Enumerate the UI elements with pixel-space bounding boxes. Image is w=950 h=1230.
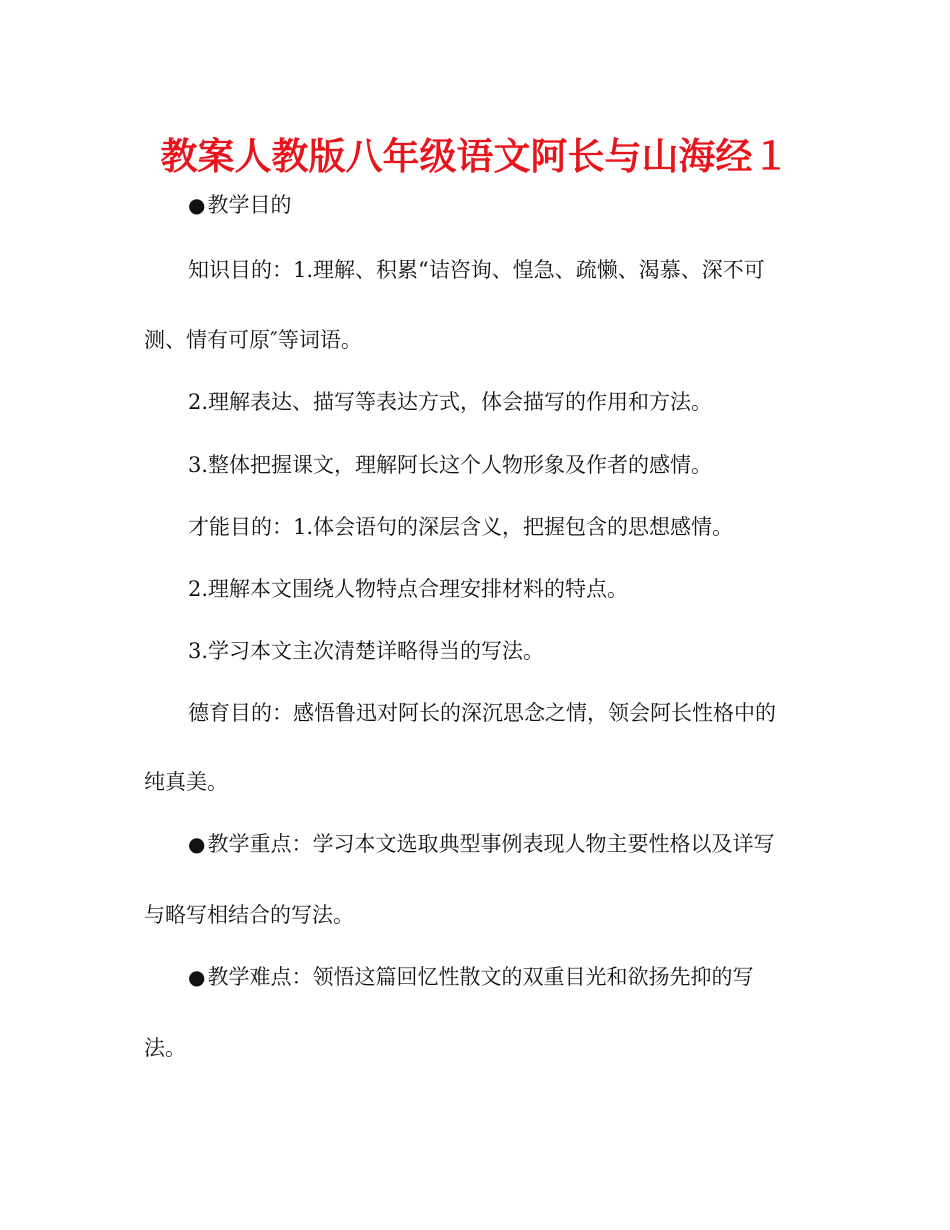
knowledge-goal-line-1: 知识目的：1.理解、积累“诘咨询、惶急、疏懒、渴慕、深不可 bbox=[188, 258, 765, 282]
ability-goal-line-1: 才能目的：1.体会语句的深层含义，把握包含的思想感情。 bbox=[188, 515, 734, 539]
knowledge-goal-line-3: 3.整体把握课文，理解阿长这个人物形象及作者的感情。 bbox=[188, 453, 713, 477]
bullet-icon: ● bbox=[188, 193, 206, 217]
key-point-line-continued: 与略写相结合的写法。 bbox=[144, 903, 354, 927]
ability-goal-line-2: 2.理解本文围绕人物特点合理安排材料的特点。 bbox=[188, 577, 629, 601]
knowledge-goal-line-1-continued: 测、情有可原″等词语。 bbox=[144, 328, 362, 352]
bullet-icon: ● bbox=[188, 832, 206, 856]
moral-goal-line: 德育目的：感悟鲁迅对阿长的深沉思念之情，领会阿长性格中的 bbox=[188, 701, 776, 725]
difficulty-line-continued: 法。 bbox=[144, 1036, 186, 1060]
page-title: 教案人教版八年级语文阿长与山海经１ bbox=[160, 135, 790, 178]
bullet-icon: ● bbox=[188, 965, 206, 989]
difficulty-line bbox=[188, 963, 753, 991]
difficulty-text: 教学难点：领悟这篇回忆性散文的双重目光和欲扬先抑的写 bbox=[207, 965, 754, 989]
heading-text: 教学目的 bbox=[207, 193, 292, 217]
moral-goal-line-continued: 纯真美。 bbox=[144, 770, 228, 794]
teaching-goals-heading bbox=[188, 191, 291, 219]
knowledge-goal-line-2: 2.理解表达、描写等表达方式，体会描写的作用和方法。 bbox=[188, 390, 713, 414]
ability-goal-line-3: 3.学习本文主次清楚详略得当的写法。 bbox=[188, 639, 545, 663]
key-point-line bbox=[188, 830, 774, 858]
key-point-text: 教学重点：学习本文选取典型事例表现人物主要性格以及详写 bbox=[207, 832, 775, 856]
